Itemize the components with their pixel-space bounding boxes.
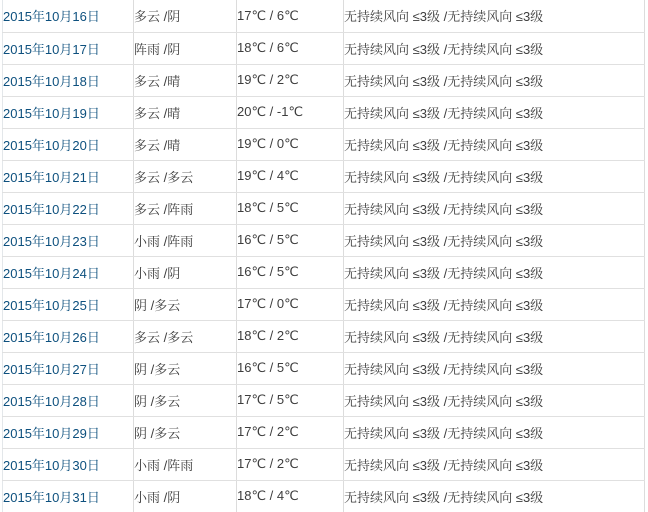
temperature-cell: 17℃ / 6℃	[237, 0, 344, 32]
wind-cell: 无持续风向 ≤3级 /无持续风向 ≤3级	[344, 416, 645, 448]
weather-cell: 阴 /多云	[134, 288, 237, 320]
weather-cell: 多云 /阵雨	[134, 192, 237, 224]
temperature-cell: 17℃ / 5℃	[237, 384, 344, 416]
date-cell	[3, 448, 134, 480]
date-link[interactable]: 2015年10月23日	[3, 233, 100, 249]
weather-cell: 小雨 /阴	[134, 256, 237, 288]
date-link[interactable]: 2015年10月24日	[3, 265, 100, 281]
table-row	[3, 32, 645, 64]
date-cell	[3, 416, 134, 448]
wind-cell: 无持续风向 ≤3级 /无持续风向 ≤3级	[344, 192, 645, 224]
table-row	[3, 480, 645, 512]
weather-history-table	[2, 0, 645, 512]
date-cell	[3, 128, 134, 160]
date-link[interactable]: 2015年10月18日	[3, 73, 100, 89]
weather-cell: 多云 /多云	[134, 320, 237, 352]
date-cell	[3, 224, 134, 256]
date-link[interactable]: 2015年10月29日	[3, 425, 100, 441]
date-link[interactable]: 2015年10月31日	[3, 489, 100, 505]
table-row	[3, 96, 645, 128]
date-cell	[3, 192, 134, 224]
wind-cell: 无持续风向 ≤3级 /无持续风向 ≤3级	[344, 160, 645, 192]
temperature-cell: 18℃ / 6℃	[237, 32, 344, 64]
weather-cell: 多云 /阴	[134, 0, 237, 32]
date-link[interactable]: 2015年10月22日	[3, 201, 100, 217]
date-cell	[3, 0, 134, 32]
date-link[interactable]: 2015年10月26日	[3, 329, 100, 345]
date-link[interactable]: 2015年10月27日	[3, 361, 100, 377]
temperature-cell: 19℃ / 2℃	[237, 64, 344, 96]
temperature-cell: 18℃ / 2℃	[237, 320, 344, 352]
date-link[interactable]: 2015年10月20日	[3, 137, 100, 153]
temperature-cell: 17℃ / 2℃	[237, 416, 344, 448]
date-cell	[3, 96, 134, 128]
table-row	[3, 192, 645, 224]
wind-cell: 无持续风向 ≤3级 /无持续风向 ≤3级	[344, 0, 645, 32]
weather-cell: 小雨 /阴	[134, 480, 237, 512]
table-row	[3, 224, 645, 256]
date-link[interactable]: 2015年10月16日	[3, 9, 100, 25]
weather-cell: 阵雨 /阴	[134, 32, 237, 64]
wind-cell: 无持续风向 ≤3级 /无持续风向 ≤3级	[344, 320, 645, 352]
table-row	[3, 160, 645, 192]
table-row	[3, 64, 645, 96]
date-cell	[3, 64, 134, 96]
date-cell	[3, 160, 134, 192]
table-row	[3, 416, 645, 448]
date-link[interactable]: 2015年10月21日	[3, 169, 100, 185]
temperature-cell: 18℃ / 4℃	[237, 480, 344, 512]
temperature-cell: 18℃ / 5℃	[237, 192, 344, 224]
table-row	[3, 288, 645, 320]
table-row	[3, 128, 645, 160]
wind-cell: 无持续风向 ≤3级 /无持续风向 ≤3级	[344, 96, 645, 128]
wind-cell: 无持续风向 ≤3级 /无持续风向 ≤3级	[344, 128, 645, 160]
temperature-cell: 16℃ / 5℃	[237, 352, 344, 384]
weather-cell: 阴 /多云	[134, 416, 237, 448]
weather-cell: 多云 /晴	[134, 64, 237, 96]
wind-cell: 无持续风向 ≤3级 /无持续风向 ≤3级	[344, 384, 645, 416]
weather-cell: 多云 /晴	[134, 128, 237, 160]
wind-cell: 无持续风向 ≤3级 /无持续风向 ≤3级	[344, 448, 645, 480]
date-cell	[3, 480, 134, 512]
wind-cell: 无持续风向 ≤3级 /无持续风向 ≤3级	[344, 480, 645, 512]
weather-cell: 多云 /晴	[134, 96, 237, 128]
temperature-cell: 16℃ / 5℃	[237, 224, 344, 256]
weather-cell: 阴 /多云	[134, 352, 237, 384]
date-cell	[3, 256, 134, 288]
temperature-cell: 17℃ / 0℃	[237, 288, 344, 320]
table-row	[3, 384, 645, 416]
date-link[interactable]: 2015年10月30日	[3, 457, 100, 473]
date-cell	[3, 352, 134, 384]
table-row	[3, 256, 645, 288]
temperature-cell: 16℃ / 5℃	[237, 256, 344, 288]
table-row	[3, 448, 645, 480]
weather-cell: 小雨 /阵雨	[134, 224, 237, 256]
wind-cell: 无持续风向 ≤3级 /无持续风向 ≤3级	[344, 352, 645, 384]
wind-cell: 无持续风向 ≤3级 /无持续风向 ≤3级	[344, 64, 645, 96]
date-link[interactable]: 2015年10月19日	[3, 105, 100, 121]
temperature-cell: 19℃ / 0℃	[237, 128, 344, 160]
date-cell	[3, 320, 134, 352]
wind-cell: 无持续风向 ≤3级 /无持续风向 ≤3级	[344, 32, 645, 64]
wind-cell: 无持续风向 ≤3级 /无持续风向 ≤3级	[344, 256, 645, 288]
weather-cell: 小雨 /阵雨	[134, 448, 237, 480]
table-row	[3, 352, 645, 384]
date-cell	[3, 288, 134, 320]
date-link[interactable]: 2015年10月25日	[3, 297, 100, 313]
table-row	[3, 320, 645, 352]
wind-cell: 无持续风向 ≤3级 /无持续风向 ≤3级	[344, 288, 645, 320]
table-row	[3, 0, 645, 32]
date-cell	[3, 384, 134, 416]
date-link[interactable]: 2015年10月28日	[3, 393, 100, 409]
temperature-cell: 19℃ / 4℃	[237, 160, 344, 192]
wind-cell: 无持续风向 ≤3级 /无持续风向 ≤3级	[344, 224, 645, 256]
date-cell	[3, 32, 134, 64]
weather-cell: 多云 /多云	[134, 160, 237, 192]
temperature-cell: 17℃ / 2℃	[237, 448, 344, 480]
temperature-cell: 20℃ / -1℃	[237, 96, 344, 128]
date-link[interactable]: 2015年10月17日	[3, 41, 100, 57]
weather-cell: 阴 /多云	[134, 384, 237, 416]
weather-table-body	[3, 0, 645, 512]
